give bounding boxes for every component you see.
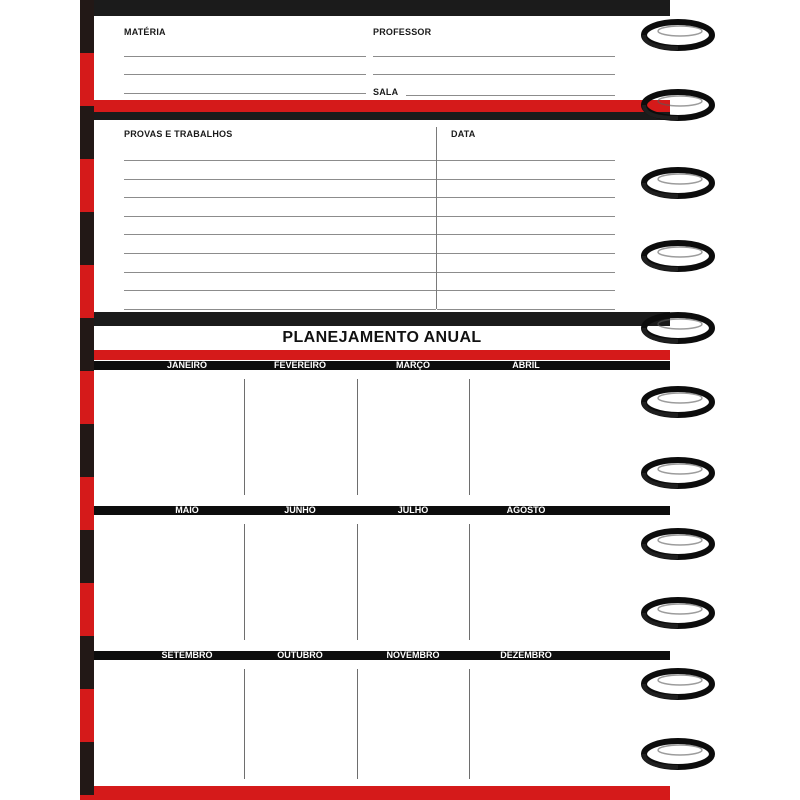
date-entry-line[interactable]: [437, 234, 615, 235]
test-entry-line[interactable]: [124, 272, 436, 273]
month-label: JUNHO: [284, 505, 316, 515]
assignments-card: [94, 120, 670, 312]
date-entry-line[interactable]: [437, 253, 615, 254]
subject-line-2[interactable]: [124, 74, 366, 75]
card-red-band: [94, 100, 670, 112]
annual-plan-red-band: [94, 350, 670, 360]
test-entry-line[interactable]: [124, 253, 436, 254]
room-line[interactable]: [406, 95, 615, 96]
binder-ring-icon: [630, 737, 720, 771]
course-info-card: [94, 16, 670, 100]
month-column-divider: [469, 669, 470, 779]
month-column-divider: [244, 524, 245, 640]
date-column-divider: [436, 127, 437, 309]
month-label: NOVEMBRO: [386, 650, 440, 660]
card-top-band: [94, 0, 670, 16]
month-label: MARÇO: [396, 360, 430, 370]
month-label: AGOSTO: [506, 505, 546, 515]
test-entry-line[interactable]: [124, 216, 436, 217]
month-column-divider: [357, 524, 358, 640]
date-entry-line[interactable]: [437, 272, 615, 273]
month-column-divider: [244, 669, 245, 779]
month-label: DEZEMBRO: [500, 650, 552, 660]
test-entry-line[interactable]: [124, 160, 436, 161]
date-label: DATA: [451, 129, 476, 139]
teacher-line-2[interactable]: [373, 74, 615, 75]
month-label: OUTUBRO: [277, 650, 323, 660]
month-column-divider: [357, 379, 358, 495]
binder-ring-icon: [630, 166, 720, 200]
month-header-bar: [94, 651, 670, 660]
date-entry-line[interactable]: [437, 309, 615, 310]
test-entry-line[interactable]: [124, 290, 436, 291]
binder-ring-icon: [630, 311, 720, 345]
annual-plan-card: [94, 326, 670, 786]
date-entry-line[interactable]: [437, 216, 615, 217]
month-label: SETEMBRO: [161, 650, 213, 660]
month-label: JULHO: [397, 505, 429, 515]
date-entry-line[interactable]: [437, 197, 615, 198]
test-entry-line[interactable]: [124, 234, 436, 235]
month-label: MAIO: [175, 505, 199, 515]
month-header-bar: [94, 361, 670, 370]
teacher-label: PROFESSOR: [373, 27, 432, 37]
binder-ring-icon: [630, 456, 720, 490]
subject-line-3[interactable]: [124, 93, 366, 94]
test-entry-line[interactable]: [124, 179, 436, 180]
date-entry-line[interactable]: [437, 179, 615, 180]
month-column-divider: [244, 379, 245, 495]
test-entry-line[interactable]: [124, 309, 436, 310]
month-header-bar: [94, 506, 670, 515]
room-label: SALA: [373, 87, 399, 97]
binder-ring-icon: [630, 385, 720, 419]
date-entry-line[interactable]: [437, 290, 615, 291]
binder-ring-icon: [630, 527, 720, 561]
annual-plan-title: PLANEJAMENTO ANUAL: [282, 329, 482, 346]
binder-ring-icon: [630, 239, 720, 273]
month-label: ABRIL: [512, 360, 540, 370]
binder-ring-icon: [630, 18, 720, 52]
month-column-divider: [469, 379, 470, 495]
subject-line-1[interactable]: [124, 56, 366, 57]
date-entry-line[interactable]: [437, 160, 615, 161]
binder-ring-icon: [630, 667, 720, 701]
subject-label: MATÉRIA: [124, 27, 166, 37]
card-black-band: [94, 112, 670, 120]
annual-plan-bottom-red-band: [94, 786, 670, 800]
binder-ring-icon: [630, 88, 720, 122]
assignments-bottom-band: [94, 312, 670, 326]
month-label: FEVEREIRO: [273, 360, 326, 370]
month-column-divider: [357, 669, 358, 779]
test-entry-line[interactable]: [124, 197, 436, 198]
binder-ring-icon: [630, 596, 720, 630]
month-label: JANEIRO: [166, 360, 207, 370]
tests-label: PROVAS E TRABALHOS: [124, 129, 233, 139]
month-column-divider: [469, 524, 470, 640]
teacher-line-1[interactable]: [373, 56, 615, 57]
